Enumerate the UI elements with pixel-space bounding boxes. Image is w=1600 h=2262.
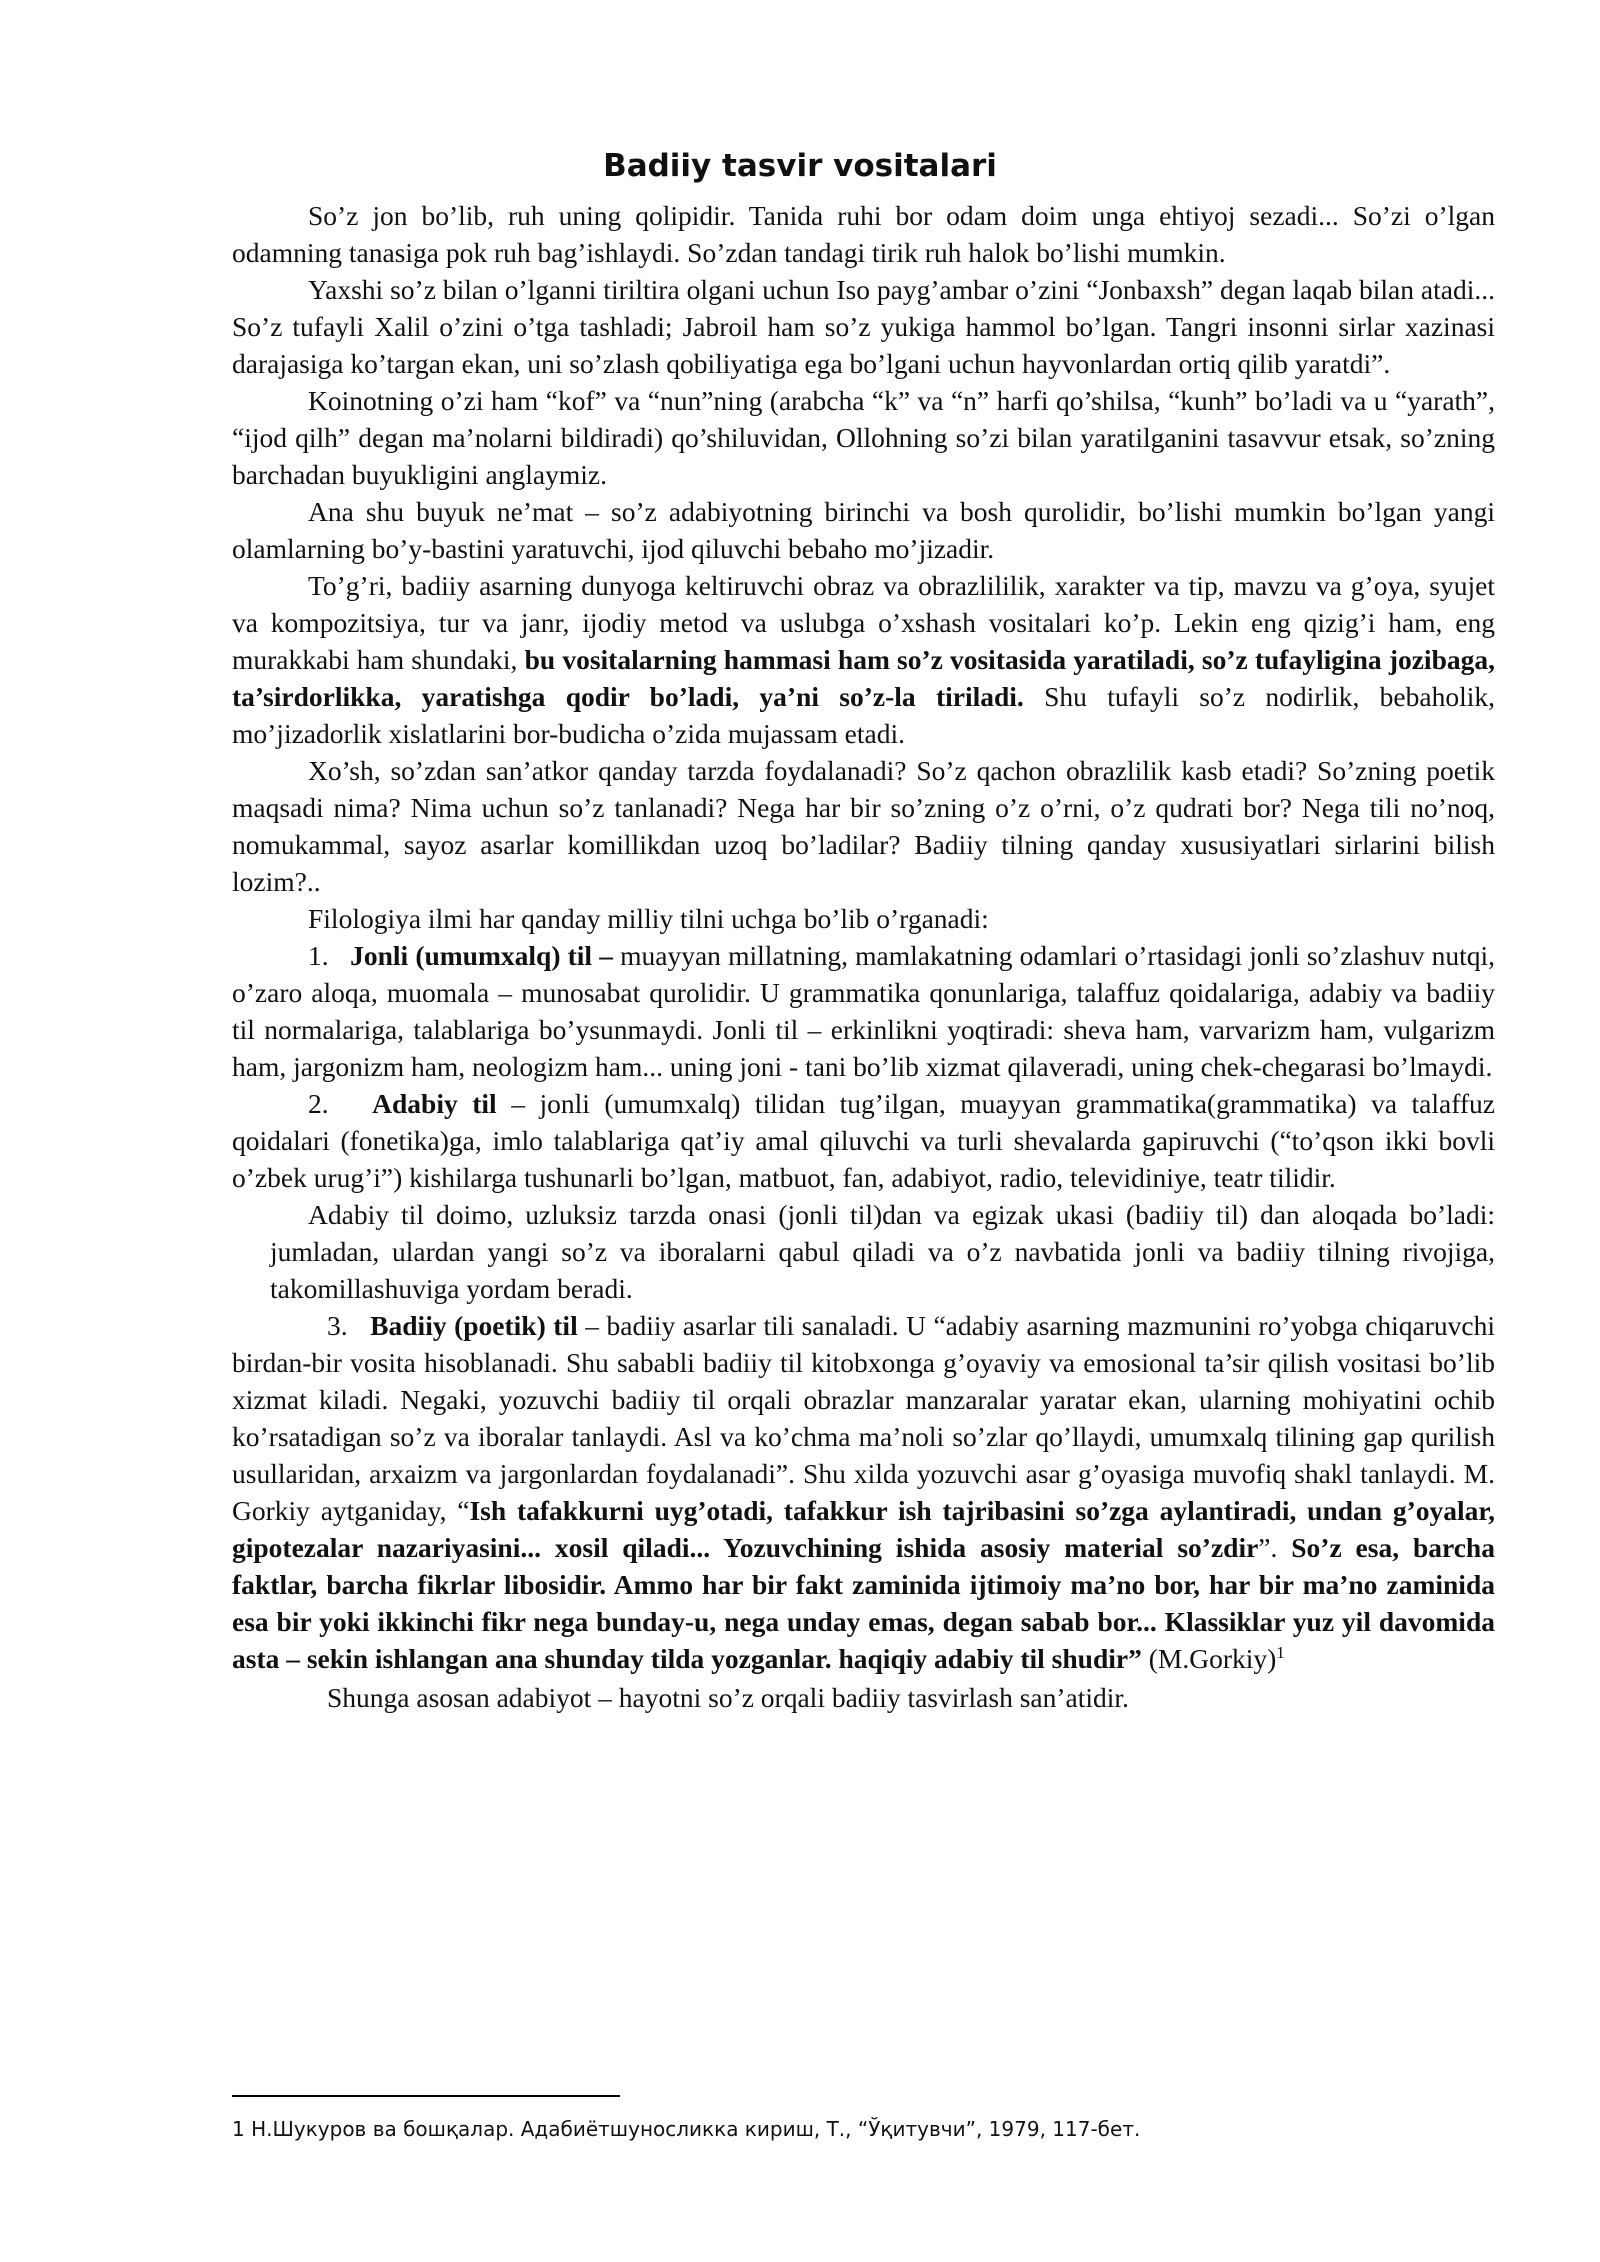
quote-bold-2: So’z esa, barcha faktlar, barcha fikrlar libosidir. Ammo har bir fakt zaminida ijtimoiy ma’no bor, har bir ma’no zaminida esa bir yoki ikkinchi fikr nega bunday-u, nega unday emas, degan sabab bor... Klassiklar yuz yil davomida asta – sekin ishlangan ana shunday tilda yozganlar. haqiqiy adabiy til shudir” — [232, 1532, 1495, 1674]
paragraph-5-text-c: Shu tufayli so’z nodirlik, bebaholik, mo’jizadorlik xislatlarini bor-budicha o’zida mujassam etadi. — [232, 681, 1495, 749]
list-item-1 — [232, 937, 1495, 1085]
paragraph-6: Xo’sh, so’zdan san’atkor qanday tarzda foydalanadi? So’z qachon obrazlilik kasb etadi? So’zning poetik maqsadi nima? Nima uchun so’z tanlanadi? Nega har bir so’zning o’z o’rni, o’z qudrati bor? Nega tili no’noq, nomukammal, sayoz asarlar komillikdan uzoq bo’ladilar? Badiiy tilning qanday xususiyatlari sirlarini bilish lozim?.. — [232, 755, 1495, 897]
page-title: Badiiy tasvir vositalari — [603, 148, 997, 184]
footnote: 1 Н.Шукуров ва бошқалар. Адабиётшуносликка кириш, Т., “Ўқитувчи”, 1979, 117-бет. — [232, 2117, 1141, 2141]
paragraph-5-text-a: To’g’ri, badiiy asarning dunyoga keltiruvchi obraz va obrazlililik, xarakter va tip, mavzu va g’oya, syujet va kompozitsiya, tur va janr, ijodiy metod va uslubga o’xshash vositalari ko’p. Lekin eng qizig’i ham, eng murakkabi ham shundaki, — [232, 570, 1495, 675]
list-item-3-term: Badiiy (poetik) til — [370, 1310, 578, 1341]
paragraph-9: Shunga asosan adabiyot – hayotni so’z orqali badiiy tasvirlash san’atidir. — [327, 1682, 1129, 1713]
footnote-separator — [232, 2095, 620, 2097]
list-item-3 — [232, 1307, 1495, 1677]
list-item-2-text: – jonli (umumxalq) tilidan tug’ilgan, muayyan grammatika(grammatika) va talaffuz qoidalari (fonetika)ga, imlo talablariga qat’iy amal qiluvchi va turli shevalarda gapiruvchi (“to’qson ikki bovli o’zbek urug’i”) kishilarga tushunarli bo’lgan, matbuot, fan, adabiyot, radio, televidiniye, teatr tilidir. — [232, 1088, 1496, 1193]
list-item-3-text: – badiiy asarlar tili sanaladi. U “adabiy asarning mazmunini ro’yobga chiqaruvchi birdan-bir vosita hisoblanadi. Shu sababli badiiy til kitobxonga g’oyaviy va emosional ta’sir qilish vositasi bo’lib xizmat kiladi. Negaki, yozuvchi badiiy til orqali obrazlar manzaralar yaratar ekan, ularning mohiyatini ochib ko’rsatadigan so’z va iboralar tanlaydi. Asl va ko’chma ma’noli so’zlar qo’llaydi, umumxalq tilining gap qurilish usullaridan, arxaizm va jargonlardan foydalanadi”. Shu xilda yozuvchi asar g’oyasiga muvofiq shakl tanlaydi. M. Gorkiy aytganiday, “ — [232, 1310, 1495, 1526]
list-item-2 — [232, 1085, 1495, 1196]
quote-bold-1: Ish tafakkurni uyg’otadi, tafakkur ish tajribasini so’zga aylantiradi, undan g’oyalar, gipotezalar nazariyasini... xosil qiladi... Yozuvchining ishida asosiy material so’zdir — [232, 1495, 1495, 1563]
list-item-1-number: 1. — [308, 940, 329, 971]
list-item-2-number: 2. — [308, 1088, 329, 1119]
quote-source: (M.Gorkiy) — [1141, 1643, 1277, 1674]
paragraph-8: Adabiy til doimo, uzluksiz tarzda onasi (jonli til)dan va egizak ukasi (badiiy til) dan aloqada bo’ladi: jumladan, ulardan yangi so’z va iboralarni qabul qiladi va o’z navbatida jonli va badiiy tilning rivojiga, takomillashuviga yordam beradi. — [270, 1199, 1495, 1304]
list-item-1-text: muayyan millatning, mamlakatning odamlari o’rtasidagi jonli so’zlashuv nutqi, o’zaro aloqa, muomala – munosabat qurolidir. U grammatika qonunlariga, talaffuz qoidalariga, adabiy va badiiy til normalariga, talablariga bo’ysunmaydi. Jonli til – erkinlikni yoqtiradi: sheva ham, varvarizm ham, vulgarizm ham, jargonizm ham, neologizm ham... uning joni - tani bo’lib xizmat qilaveradi, uning chek-chegarasi bo’lmaydi. — [232, 940, 1496, 1082]
list-item-2-term: Adabiy til — [372, 1088, 497, 1119]
quote-mid: ”. — [1258, 1532, 1292, 1563]
paragraph-4: Ana shu buyuk ne’mat – so’z adabiyotning birinchi va bosh qurolidir, bo’lishi mumkin bo’lgan yangi olamlarning bo’y-bastini yaratuvchi, ijod qiluvchi bebaho mo’jizadir. — [232, 496, 1495, 564]
document-body — [232, 197, 1495, 1716]
list-item-1-term: Jonli (umumxalq) til – — [350, 940, 613, 971]
paragraph-3: Koinotning o’zi ham “kof” va “nun”ning (arabcha “k” va “n” harfi qo’shilsa, “kunh” bo’ladi va u “yarath”, “ijod qilh” degan ma’nolarni bildiradi) qo’shiluvidan, Ollohning so’zi bilan yaratilganini tasavvur etsak, so’zning barchadan buyukligini anglaymiz. — [232, 385, 1495, 490]
paragraph-2: Yaxshi so’z bilan o’lganni tiriltira olgani uchun Iso payg’ambar o’zini “Jonbaxsh” degan laqab bilan atadi... So’z tufayli Xalil o’zini o’tga tashladi; Jabroil ham so’z yukiga hammol bo’lgan. Tangri insonni sirlar xazinasi darajasiga ko’targan ekan, uni so’zlash qobiliyatiga ega bo’lgani uchun hayvonlardan ortiq qilib yaratdi”. — [232, 274, 1495, 379]
list-item-3-number: 3. — [327, 1310, 348, 1341]
paragraph-7: Filologiya ilmi har qanday milliy tilni uchga bo’lib o’rganadi: — [308, 903, 989, 934]
paragraph-1: So’z jon bo’lib, ruh uning qolipidir. Tanida ruhi bor odam doim unga ehtiyoj sezadi... So’zi o’lgan odamning tanasiga pok ruh bag’ishlaydi. So’zdan tandagi tirik ruh halok bo’lishi mumkin. — [232, 200, 1495, 268]
footnote-reference[interactable]: 1 — [1276, 1642, 1285, 1662]
paragraph-5 — [232, 567, 1495, 752]
paragraph-5-bold: bu vositalarning hammasi ham so’z vositasida yaratiladi, so’z tufayligina jozibaga, ta’sirdorlikka, yaratishga qodir bo’ladi, ya’ni so’z-la tiriladi. — [232, 644, 1495, 712]
